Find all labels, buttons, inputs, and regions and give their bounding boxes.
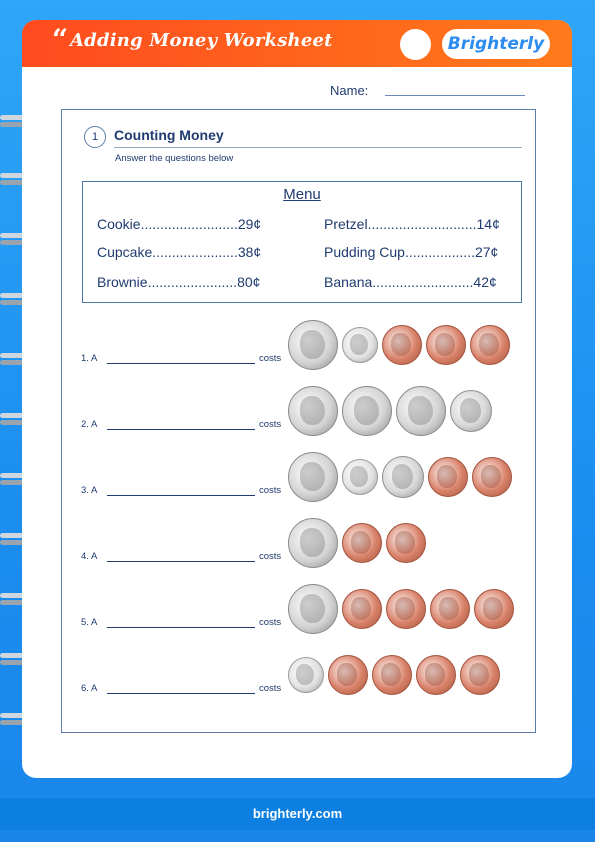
dime-coin-icon xyxy=(288,657,324,693)
quarter-coin-icon xyxy=(288,518,338,568)
menu-box xyxy=(82,181,522,303)
menu-item xyxy=(97,244,261,260)
costs-label: costs xyxy=(259,551,282,562)
menu-item xyxy=(324,244,498,260)
costs-label: costs xyxy=(259,617,282,628)
coin-face-icon xyxy=(300,330,325,360)
menu-item-name: Banana xyxy=(324,274,373,290)
coin-face-icon xyxy=(300,594,325,624)
section-divider xyxy=(114,147,522,148)
coin-face-icon xyxy=(392,464,413,489)
worksheet-card xyxy=(22,20,572,778)
question-row xyxy=(62,518,535,578)
nickel-coin-icon xyxy=(450,390,492,432)
quarter-coin-icon xyxy=(288,584,338,634)
quarter-coin-icon xyxy=(288,320,338,370)
menu-item-dots: ...................... xyxy=(152,244,238,260)
penny-coin-icon xyxy=(430,589,470,629)
menu-item-price: 29¢ xyxy=(237,216,262,232)
header-bar xyxy=(22,20,572,67)
menu-item-name: Brownie xyxy=(97,274,148,290)
dime-coin-icon xyxy=(342,327,378,363)
question-label: 2. A xyxy=(81,419,98,430)
coin-face-icon xyxy=(481,465,501,489)
penny-coin-icon xyxy=(342,523,382,563)
coin-face-icon xyxy=(395,597,415,621)
penny-coin-icon xyxy=(426,325,466,365)
penny-coin-icon xyxy=(342,589,382,629)
menu-item-price: 14¢ xyxy=(476,216,500,232)
menu-item-dots: .......................... xyxy=(372,274,474,290)
costs-label: costs xyxy=(259,485,282,496)
circle-icon xyxy=(400,29,431,60)
penny-coin-icon xyxy=(372,655,412,695)
menu-item-dots: ......................... xyxy=(140,216,238,232)
menu-item-dots: .................. xyxy=(404,244,475,260)
penny-coin-icon xyxy=(472,457,512,497)
question-row xyxy=(62,386,535,446)
coin-face-icon xyxy=(296,664,314,685)
section-instructions: Answer the questions below xyxy=(115,153,234,164)
coin-face-icon xyxy=(391,333,411,357)
coin-face-icon xyxy=(300,528,325,558)
coin-face-icon xyxy=(408,396,433,426)
menu-item xyxy=(324,216,500,232)
coin-face-icon xyxy=(337,663,357,687)
question-label: 3. A xyxy=(81,485,98,496)
coin-face-icon xyxy=(460,398,481,423)
coin-face-icon xyxy=(351,597,371,621)
logo-text: Brighterly xyxy=(447,34,545,54)
answer-line[interactable] xyxy=(107,495,255,496)
menu-item-price: 80¢ xyxy=(237,274,261,290)
answer-line[interactable] xyxy=(107,363,255,364)
costs-label: costs xyxy=(259,683,282,694)
coin-face-icon xyxy=(437,465,457,489)
name-field[interactable] xyxy=(385,95,525,96)
answer-line[interactable] xyxy=(107,627,255,628)
answer-line[interactable] xyxy=(107,561,255,562)
costs-label: costs xyxy=(259,419,282,430)
penny-coin-icon xyxy=(382,325,422,365)
coin-face-icon xyxy=(350,334,368,355)
coin-face-icon xyxy=(439,597,459,621)
nickel-coin-icon xyxy=(382,456,424,498)
quote-icon: “ xyxy=(52,23,69,56)
coin-face-icon xyxy=(425,663,445,687)
costs-label: costs xyxy=(259,353,282,364)
exercise-frame xyxy=(61,109,536,733)
quarter-coin-icon xyxy=(288,452,338,502)
penny-coin-icon xyxy=(416,655,456,695)
coin-face-icon xyxy=(300,396,325,426)
menu-item xyxy=(324,274,497,290)
question-row xyxy=(62,650,535,710)
question-row xyxy=(62,584,535,644)
menu-item-price: 42¢ xyxy=(473,274,497,290)
coin-face-icon xyxy=(435,333,455,357)
coin-face-icon xyxy=(479,333,499,357)
menu-item-name: Pretzel xyxy=(324,216,368,232)
quarter-coin-icon xyxy=(342,386,392,436)
worksheet-title: Adding Money Worksheet xyxy=(70,30,333,51)
coin-face-icon xyxy=(354,396,379,426)
name-label: Name: xyxy=(330,83,369,98)
coin-face-icon xyxy=(351,531,371,555)
menu-item-name: Cupcake xyxy=(97,244,153,260)
penny-coin-icon xyxy=(470,325,510,365)
coin-face-icon xyxy=(350,466,368,487)
penny-coin-icon xyxy=(386,523,426,563)
menu-item-price: 38¢ xyxy=(237,244,262,260)
penny-coin-icon xyxy=(460,655,500,695)
question-label: 4. A xyxy=(81,551,98,562)
section-title: Counting Money xyxy=(114,127,224,143)
footer-url[interactable]: brighterly.com xyxy=(252,806,343,821)
answer-line[interactable] xyxy=(107,693,255,694)
menu-item-name: Pudding Cup xyxy=(324,244,405,260)
question-row xyxy=(62,452,535,512)
menu-title: Menu xyxy=(283,186,321,203)
penny-coin-icon xyxy=(428,457,468,497)
question-label: 6. A xyxy=(81,683,98,694)
menu-item-dots: ....................... xyxy=(147,274,238,290)
coin-face-icon xyxy=(483,597,503,621)
menu-item xyxy=(97,274,260,290)
penny-coin-icon xyxy=(386,589,426,629)
quarter-coin-icon xyxy=(396,386,446,436)
penny-coin-icon xyxy=(328,655,368,695)
coin-face-icon xyxy=(381,663,401,687)
menu-item-name: Cookie xyxy=(97,216,141,232)
question-label: 1. A xyxy=(81,353,98,364)
coin-face-icon xyxy=(300,462,325,492)
coin-face-icon xyxy=(395,531,415,555)
section-number: 1 xyxy=(84,126,106,148)
menu-item xyxy=(97,216,261,232)
menu-item-dots: ............................ xyxy=(367,216,477,232)
answer-line[interactable] xyxy=(107,429,255,430)
penny-coin-icon xyxy=(474,589,514,629)
menu-item-price: 27¢ xyxy=(474,244,499,260)
coin-face-icon xyxy=(469,663,489,687)
brighterly-logo[interactable] xyxy=(442,29,550,59)
question-row xyxy=(62,320,535,380)
dime-coin-icon xyxy=(342,459,378,495)
quarter-coin-icon xyxy=(288,386,338,436)
question-label: 5. A xyxy=(81,617,98,628)
